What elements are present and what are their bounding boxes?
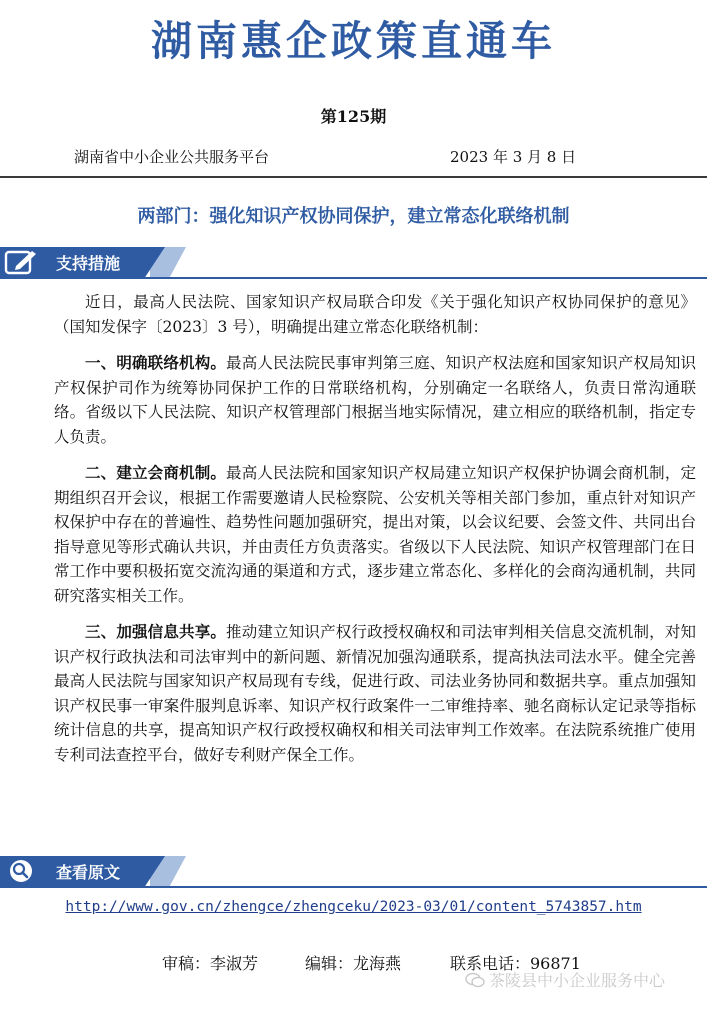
issue-number: 第125期 [320, 107, 387, 126]
masthead-title: 湖南惠企政策直通车 [151, 17, 556, 65]
section-underline [0, 277, 707, 279]
measure-paragraph-1 [54, 351, 696, 449]
measure-text-3: 推动建立知识产权行政授权确权和司法审判相关信息交流机制，对知识产权行政执法和司法审判中的新问题、新情况加强沟通联系，提高执法司法水平。健全完善最高人民法院与国家知识产权局现有专线，促进行政、司法业务协同和数据共享。重点加强知识产权民事一审案件服判息诉率、知识产权行政案件一二审维持率、驰名商标认定记录等指标统计信息的共享，提高知识产权行政授权确权和相关司法审判工作效率。在法院系统推广使用专利司法查控平台，做好专利财产保全工作。 [54, 623, 696, 764]
measure-title-2: 二、建立会商机制。 [85, 463, 227, 482]
article-headline: 两部门：强化知识产权协同保护，建立常态化联络机制 [137, 206, 570, 227]
section-underline [0, 886, 707, 888]
measure-title-1: 一、明确联络机构。 [85, 353, 227, 372]
section-label: 支持措施 [56, 254, 121, 273]
measure-text-2: 最高人民法院和国家知识产权局建立知识产权保护协调会商机制，定期组织召开会议，根据工作需要邀请人民检察院、公安机关等相关部门参加，重点针对知识产权保护中存在的普遍性、趋势性问题加强研究，提出对策，以会议纪要、会签文件、共同出台指导意见等形式确认共识，并由责任方负责落实。省级以下人民法院、知识产权管理部门在日常工作中要积极拓宽交流沟通的渠道和方式，逐步建立常态化、多样化的会商沟通机制，共同研究落实相关工作。 [54, 464, 696, 605]
publish-date: 2023 年 3 月 8 日 [450, 148, 577, 166]
measure-paragraph-2 [54, 461, 696, 608]
pen-on-paper-icon [4, 249, 38, 275]
footer-phone: 联系电话：96871 [450, 954, 581, 973]
section-header-view-original [0, 856, 707, 888]
intro-paragraph [54, 290, 696, 339]
section-header-support-measures [0, 247, 707, 279]
measure-title-3: 三、加强信息共享。 [85, 622, 227, 641]
magnifier-icon [4, 858, 38, 884]
watermark [465, 968, 665, 991]
measure-text-1: 最高人民法院民事审判第三庭、知识产权法庭和国家知识产权局知识产权保护司作为统筹协同保护工作的日常联络机构，分别确定一名联络人，负责日常沟通联络。省级以下人民法院、知识产权管理部门根据当地实际情况，建立相应的联络机制，指定专人负责。 [54, 354, 696, 446]
footer-reviewer: 审稿：李淑芳 [162, 954, 259, 973]
footer-editor: 编辑：龙海燕 [305, 954, 402, 973]
publisher-name: 湖南省中小企业公共服务平台 [74, 148, 270, 166]
article-body [54, 290, 696, 779]
intro-text: 近日，最高人民法院、国家知识产权局联合印发《关于强化知识产权协同保护的意见》（国知发保字〔2023〕3 号），明确提出建立常态化联络机制： [54, 293, 696, 336]
wechat-icon [465, 972, 485, 988]
original-article-link[interactable]: http://www.gov.cn/zhengce/zhengceku/2023-03/01/content_5743857.htm [65, 899, 642, 915]
section-label: 查看原文 [56, 863, 121, 882]
measure-paragraph-3 [54, 620, 696, 767]
watermark-text: 茶陵县中小企业服务中心 [489, 971, 666, 990]
header-divider [0, 176, 707, 178]
